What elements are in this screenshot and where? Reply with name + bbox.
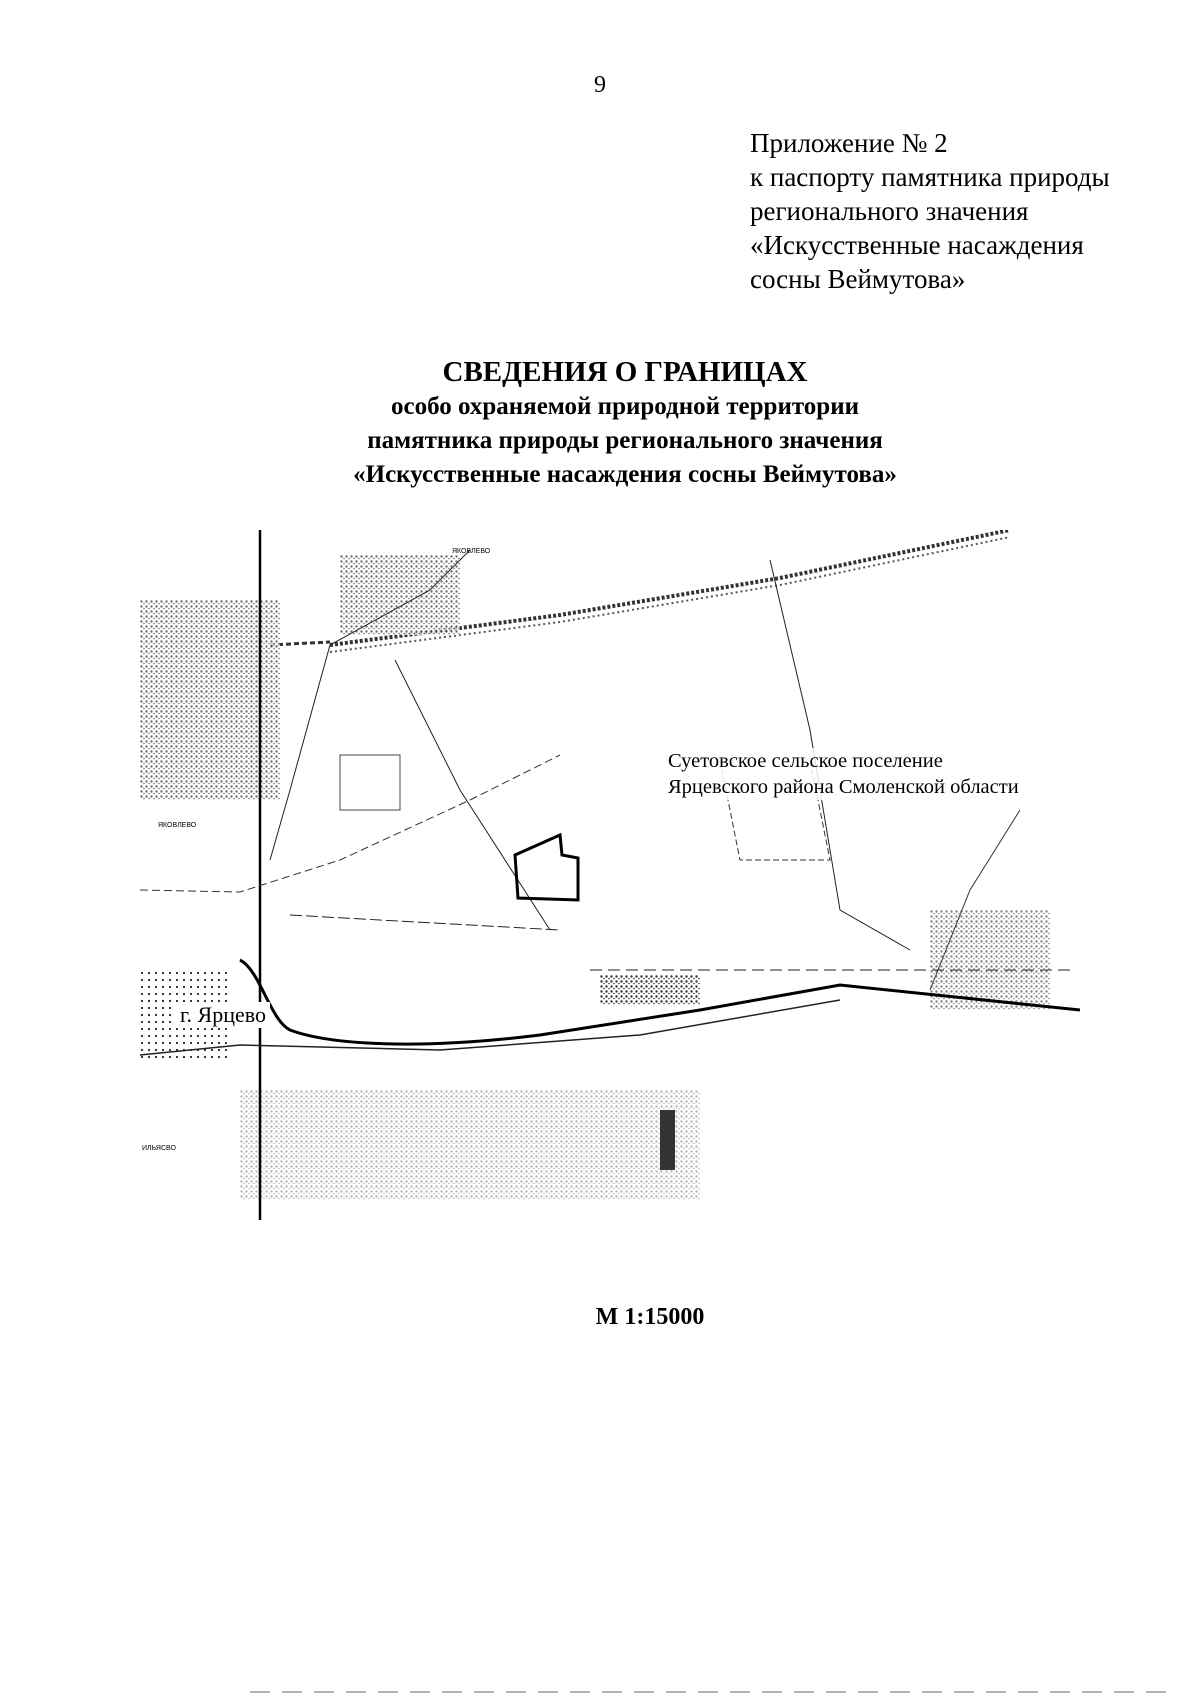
boundary-map: [140, 530, 1100, 1280]
page-number: 9: [594, 72, 606, 98]
title-main: СВЕДЕНИЯ О ГРАНИЦАХ: [442, 356, 808, 388]
built-up-area-north: [340, 555, 460, 635]
compound-block: [340, 755, 400, 810]
appendix-line: к паспорту памятника природы: [750, 162, 1110, 192]
station-area: [600, 975, 700, 1005]
map-label-small: ИЛЬЯСВО: [142, 1145, 176, 1152]
appendix-line: Приложение № 2: [750, 128, 948, 158]
city-label: г. Ярцево: [176, 1002, 270, 1028]
bottom-rule: [250, 1690, 1170, 1694]
track-forest: [395, 660, 550, 930]
title-line: «Искусственные насаждения сосны Веймутова»: [353, 461, 897, 488]
map-label-small: ЯКОВЛЕВО: [158, 822, 197, 829]
appendix-reference: [750, 126, 1190, 296]
map-drawing: [140, 530, 1100, 1280]
map-label-small: ЯКОВЛЕВО: [452, 548, 491, 555]
settlement-label-line: Суетовское сельское поселение: [668, 750, 943, 772]
settlement-label-line: Ярцевского района Смоленской области: [668, 776, 1019, 798]
document-title: [0, 354, 1200, 492]
map-scale: М 1:15000: [595, 1304, 705, 1330]
field-border: [290, 915, 560, 930]
title-line: особо охраняемой природной территории: [390, 393, 860, 420]
appendix-line: сосны Веймутова»: [750, 264, 966, 294]
appendix-line: «Искусственные насаждения: [750, 230, 1084, 260]
appendix-line: регионального значения: [750, 196, 1029, 226]
built-up-area-south: [240, 1090, 700, 1200]
industrial-block: [660, 1110, 675, 1170]
settlement-label: [668, 748, 1019, 800]
title-line: памятника природы регионального значения: [367, 427, 883, 454]
